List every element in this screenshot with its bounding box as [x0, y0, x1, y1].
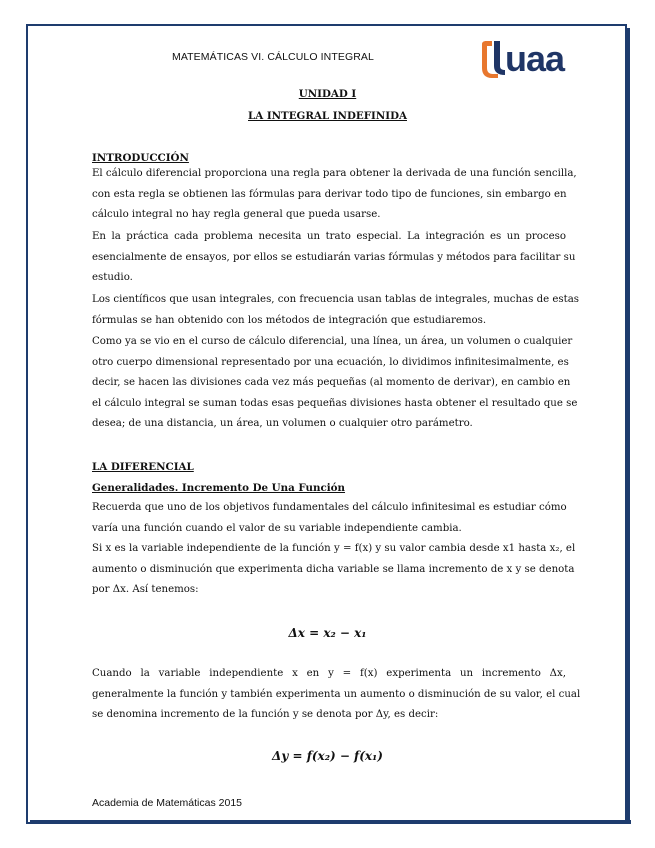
footer-text: Academia de Matemáticas 2015 [92, 797, 242, 809]
diferencial-paragraph-1 [92, 498, 566, 539]
text-line: Si x es la variable independiente de la función y = f(x) y su valor cambia desde x1 hasta x₂, el [92, 543, 576, 554]
intro-paragraph-1 [92, 164, 577, 226]
text-line: el cálculo integral se suman todas esas pequeñas divisiones hasta obtener el resultado que se [92, 397, 578, 409]
header-title: MATEMÁTICAS VI. CÁLCULO INTEGRAL [172, 51, 374, 63]
unit-number: UNIDAD I [298, 88, 357, 100]
text-line: por Δx. Así tenemos: [92, 584, 199, 596]
formula-delta-y: Δy = f(x₂) − f(x₁) [272, 749, 383, 763]
text-line: con esta regla se obtienen las fórmulas para derivar todo tipo de funciones, sin embargo en [92, 188, 567, 200]
intro-paragraph-2 [92, 227, 576, 289]
section-heading-introduccion: INTRODUCCIÓN [92, 152, 189, 164]
text-line: decir, se hacen las divisiones cada vez más pequeñas (al momento de derivar), en cambio en [92, 377, 571, 389]
text-line: fórmulas se han obtenido con los métodos de integración que estudiaremos. [92, 314, 487, 326]
text-line: Recuerda que uno de los objetivos fundamentales del cálculo infinitesimal es estudiar cómo [92, 502, 567, 513]
logo-wordmark: uaa [505, 38, 565, 78]
text-line: cálculo integral no hay regla general que pueda usarse. [92, 209, 381, 221]
text-line: desea; de una distancia, un área, un volumen o cualquier otro parámetro. [92, 418, 473, 430]
section-heading-diferencial: LA DIFERENCIAL [92, 461, 194, 473]
text-line: otro cuerpo dimensional representado por una ecuación, lo dividimos infinitesimalmente, es [92, 356, 569, 368]
text-line: El cálculo diferencial proporciona una regla para obtener la derivada de una función sencilla, [92, 168, 577, 179]
text-line: Como ya se vio en el curso de cálculo diferencial, una línea, un área, un volumen o cualquier [92, 336, 573, 347]
text-line: se denomina incremento de la función y se denota por Δy, es decir: [92, 709, 439, 721]
text-line: esencialmente de ensayos, por ellos se estudiarán varias fórmulas y métodos para facilitar su [92, 251, 576, 263]
formula-delta-x: Δx = x₂ − x₁ [288, 626, 367, 640]
diferencial-paragraph-2 [92, 539, 576, 601]
text-line: estudio. [92, 272, 133, 284]
text-line: aumento o disminución que experimenta dicha variable se llama incremento de x y se denota [92, 563, 575, 575]
text-line: En la práctica cada problema necesita un trato especial. La integración es un proceso [92, 231, 566, 242]
text-line: Los científicos que usan integrales, con frecuencia usan tablas de integrales, muchas de estas [92, 294, 580, 305]
text-line: Cuando la variable independiente x en y = f(x) experimenta un incremento Δx, [92, 668, 566, 679]
diferencial-paragraph-3 [92, 664, 581, 726]
text-line: generalmente la función y también experimenta un aumento o disminución de su valor, el cual [92, 688, 581, 700]
page-border-shadow-bottom [30, 820, 631, 824]
text-line: varía una función cuando el valor de su variable independiente cambia. [92, 522, 462, 534]
intro-paragraph-4 [92, 332, 578, 435]
intro-paragraph-3 [92, 290, 580, 331]
page-border-shadow-right [627, 28, 630, 824]
subsection-heading-incremento: Generalidades. Incremento De Una Función [92, 482, 346, 494]
unit-name: LA INTEGRAL INDEFINIDA [248, 110, 407, 122]
uaa-logo-icon [478, 38, 602, 78]
